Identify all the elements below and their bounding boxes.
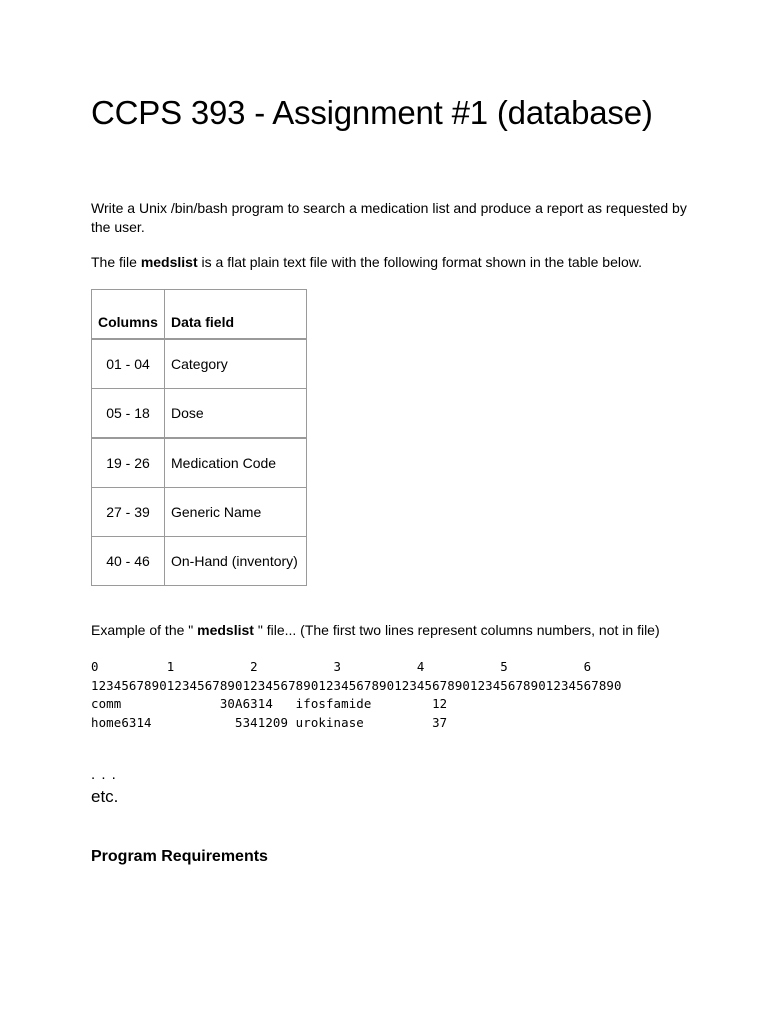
header-columns: Columns — [92, 290, 165, 340]
code-line: home6314 5341209 urokinase 37 — [91, 714, 448, 730]
intro-paragraph: Write a Unix /bin/bash program to search a medication list and produce a report as requested by the user. — [91, 200, 687, 235]
table-row — [92, 488, 307, 537]
etc-text: etc. — [91, 787, 119, 806]
file-format-paragraph — [91, 253, 691, 272]
example-suffix: " file... (The first two lines represent columns numbers, not in file) — [253, 622, 660, 638]
example-filename: medslist — [197, 622, 254, 638]
code-line: 1234567890123456789012345678901234567890123456789012345678901234567890 — [91, 677, 622, 693]
row-columns: 27 - 39 — [92, 488, 165, 537]
table-row — [92, 339, 307, 389]
table-row — [92, 389, 307, 439]
header-data-field: Data field — [165, 290, 307, 340]
code-line: 0 1 2 3 4 5 6 — [91, 659, 592, 674]
table-row — [92, 438, 307, 488]
example-paragraph — [91, 621, 660, 640]
format-table — [91, 289, 307, 586]
row-columns: 40 - 46 — [92, 537, 165, 586]
page-title: CCPS 393 - Assignment #1 (database) — [91, 94, 653, 131]
example-file-listing — [91, 658, 622, 732]
row-columns: 19 - 26 — [92, 438, 165, 488]
row-field: Generic Name — [165, 488, 307, 537]
file-format-prefix: The file — [91, 254, 141, 270]
table-row — [92, 537, 307, 586]
row-columns: 01 - 04 — [92, 339, 165, 389]
row-field: Medication Code — [165, 438, 307, 488]
code-line: comm 30A6314 ifosfamide 12 — [91, 696, 448, 711]
row-columns: 05 - 18 — [92, 389, 165, 439]
row-field: On-Hand (inventory) — [165, 537, 307, 586]
medslist-filename: medslist — [140, 254, 198, 270]
section-heading-program-requirements: Program Requirements — [91, 848, 268, 865]
example-prefix: Example of the " — [91, 622, 198, 638]
row-field: Category — [165, 339, 307, 389]
row-field: Dose — [165, 389, 307, 439]
table-header-row — [92, 290, 307, 340]
file-format-suffix: is a flat plain text file with the following format shown in the table below. — [197, 254, 642, 270]
ellipsis: . . . — [91, 766, 117, 783]
